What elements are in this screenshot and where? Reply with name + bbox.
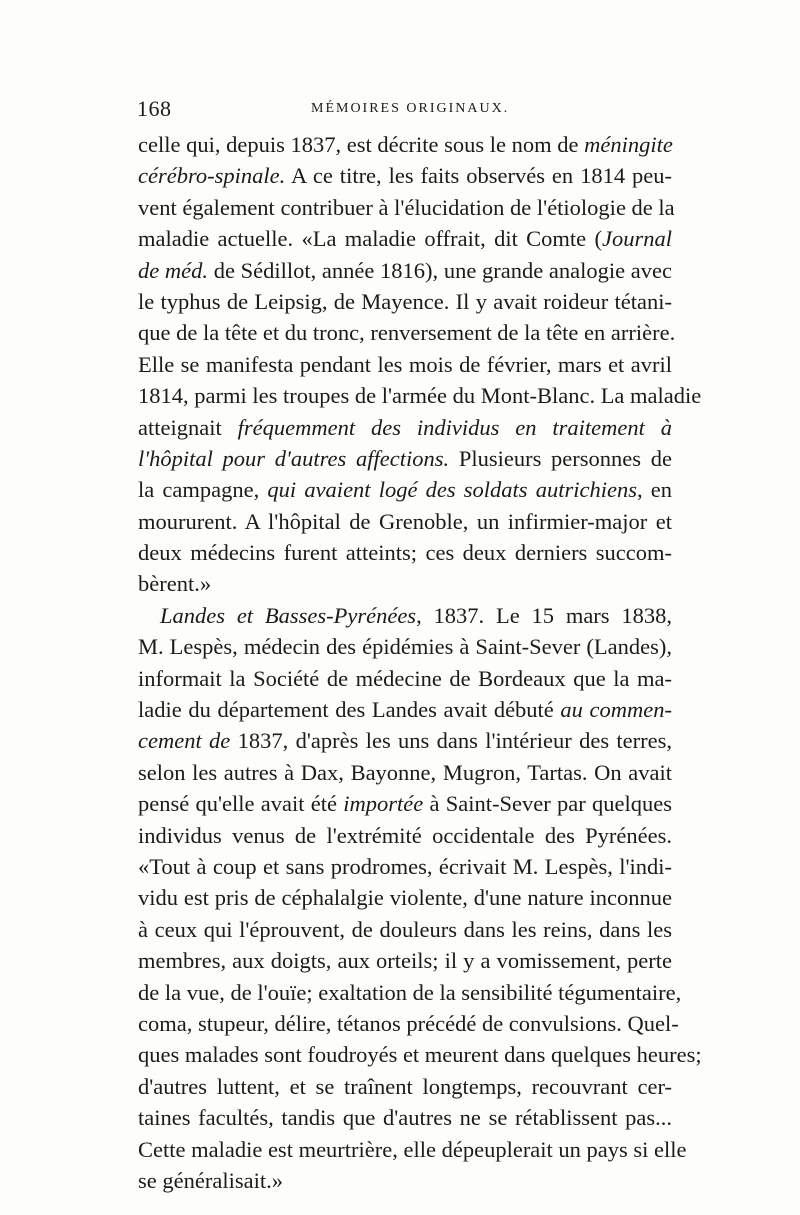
text-line xyxy=(138,474,672,505)
text-segment: pensé qu'elle avait été xyxy=(138,791,344,817)
text-line xyxy=(138,349,672,380)
text-line xyxy=(138,631,672,662)
text-segment: informait la Société de médecine de Bordeaux que la ma- xyxy=(138,665,672,691)
text-line xyxy=(138,192,675,223)
text-line xyxy=(138,663,672,694)
text-segment: vidu est pris de céphalalgie violente, d'une nature inconnue xyxy=(138,885,672,911)
text-segment: «Tout à coup et sans prodromes, écrivait M. Lespès, l'indi- xyxy=(138,853,672,879)
text-segment: 1837, d'après les uns dans l'intérieur des terres, xyxy=(230,728,672,754)
text-segment: à Saint-Sever par quelques xyxy=(423,791,672,817)
text-segment: ques malades sont foudroyés et meurent dans quelques heures; xyxy=(138,1042,702,1068)
text-line xyxy=(138,757,672,788)
text-segment: A ce titre, les faits observés en 1814 peu- xyxy=(285,163,672,189)
text-line xyxy=(138,820,672,851)
text-line xyxy=(138,129,672,160)
text-line xyxy=(138,317,676,348)
text-line xyxy=(138,1071,672,1102)
text-segment: Plusieurs personnes de xyxy=(449,445,672,471)
text-line xyxy=(138,1102,672,1133)
italic-text: Journal xyxy=(602,226,672,252)
text-line xyxy=(138,694,672,725)
text-line xyxy=(138,882,672,913)
text-segment: à ceux qui l'éprouvent, de douleurs dans les reins, dans les xyxy=(138,916,672,942)
text-line xyxy=(138,568,672,599)
text-line xyxy=(138,506,672,537)
text-line xyxy=(138,537,672,568)
text-segment: maladie actuelle. «La maladie offrait, dit Comte ( xyxy=(138,226,602,252)
text-line xyxy=(138,1165,672,1196)
italic-text: l'hôpital pour d'autres affections. xyxy=(138,445,450,471)
page-number: 168 xyxy=(137,96,172,121)
text-line xyxy=(138,223,672,254)
text-line xyxy=(138,725,672,756)
text-line xyxy=(138,945,672,976)
text-line xyxy=(138,788,672,819)
text-line xyxy=(138,914,672,945)
page-header xyxy=(137,96,670,126)
text-segment: , en xyxy=(636,477,672,503)
italic-text: méningite xyxy=(584,132,673,157)
italic-text: cement de xyxy=(138,728,231,754)
text-segment: ladie du département des Landes avait débuté xyxy=(138,697,561,723)
italic-text: Landes et Basses-Pyrénées xyxy=(160,602,417,628)
italic-text: qui avaient logé des soldats autrichiens xyxy=(267,477,637,503)
text-line xyxy=(138,600,672,631)
text-line xyxy=(138,443,672,474)
running-head: MÉMOIRES ORIGINAUX. xyxy=(311,101,510,116)
italic-text: au commen- xyxy=(560,697,672,723)
text-segment: coma, stupeur, délire, tétanos précédé de convulsions. Quel- xyxy=(138,1010,679,1036)
text-line xyxy=(138,412,672,443)
text-line xyxy=(138,1008,679,1039)
text-segment: deux médecins furent atteints; ces deux derniers succom- xyxy=(138,540,672,566)
text-line xyxy=(138,380,702,411)
text-segment: taines facultés, tandis que d'autres ne se rétablissent pas... xyxy=(138,1105,672,1131)
text-line xyxy=(138,1134,687,1165)
text-segment: d'autres luttent, et se traînent longtemps, recouvrant cer- xyxy=(138,1073,672,1099)
text-segment: vent également contribuer à l'élucidation de l'étiologie de la xyxy=(138,194,675,220)
text-segment: se généralisait.» xyxy=(138,1167,283,1193)
italic-text: de méd. xyxy=(138,257,209,283)
text-segment: que de la tête et du tronc, renversement de la tête en arrière. xyxy=(138,320,676,346)
italic-text: fréquemment des individus en traitement à xyxy=(237,414,672,440)
text-segment: 1814, parmi les troupes de l'armée du Mont-Blanc. La maladie xyxy=(138,383,702,409)
text-segment: selon les autres à Dax, Bayonne, Mugron, Tartas. On avait xyxy=(138,759,672,785)
text-segment: la campagne, xyxy=(138,477,268,503)
text-segment: , 1837. Le 15 mars 1838, xyxy=(416,602,672,628)
text-line xyxy=(138,160,672,191)
text-segment: de Sédillot, année 1816), une grande analogie avec xyxy=(208,257,672,283)
text-segment: de la vue, de l'ouïe; exaltation de la sensibilité tégumentaire, xyxy=(138,979,682,1005)
text-segment: atteignait xyxy=(138,414,238,440)
text-segment: le typhus de Leipsig, de Mayence. Il y avait roideur tétani- xyxy=(138,288,672,314)
text-segment: M. Lespès, médecin des épidémies à Saint-Sever (Landes), xyxy=(138,634,672,660)
text-segment: bèrent.» xyxy=(138,571,212,597)
text-line xyxy=(138,977,682,1008)
text-segment: Cette maladie est meurtrière, elle dépeuplerait un pays si elle xyxy=(138,1136,687,1162)
text-line xyxy=(138,286,672,317)
body-text xyxy=(138,129,702,1196)
text-line xyxy=(138,255,672,286)
italic-text: cérébro-spinale. xyxy=(138,163,286,189)
text-line xyxy=(138,1039,702,1070)
text-segment: celle qui, depuis 1837, est décrite sous le nom de xyxy=(138,132,585,157)
text-segment: individus venus de l'extrémité occidentale des Pyrénées. xyxy=(138,822,672,848)
text-segment: moururent. A l'hôpital de Grenoble, un infirmier-major et xyxy=(138,508,672,534)
text-segment: Elle se manifesta pendant les mois de février, mars et avril xyxy=(138,351,672,377)
text-segment: membres, aux doigts, aux orteils; il y a vomissement, perte xyxy=(138,948,672,974)
italic-text: importée xyxy=(343,791,424,817)
text-line xyxy=(138,851,672,882)
